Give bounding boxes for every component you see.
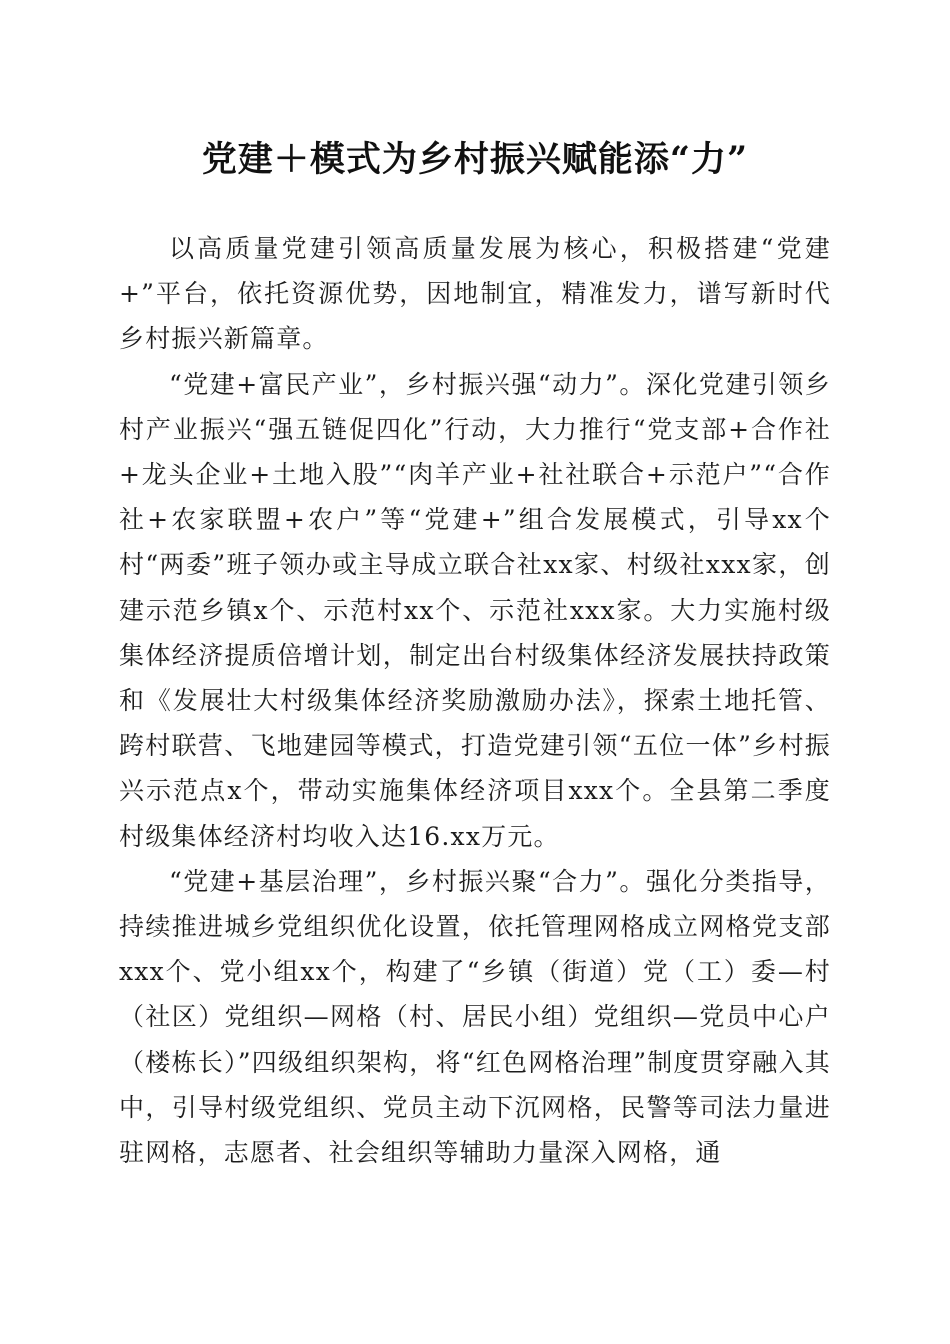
document-body	[119, 226, 831, 1175]
document-title: 党建＋模式为乡村振兴赋能添“力”	[201, 139, 749, 180]
paragraph-governance: “党建+基层治理”，乡村振兴聚“合力”。强化分类指导，持续推进城乡党组织优化设置，依托管理网格成立网格党支部xxx个、党小组xx个，构建了“乡镇（街道）党（工）委—村（社区）党组织—网格（村、居民小组）党组织—党员中心户（楼栋长）”四级组织架构，将“红色网格治理”制度贯穿融入其中，引导村级党组织、党员主动下沉网格，民警等司法力量进驻网格，志愿者、社会组织等辅助力量深入网格，通	[119, 866, 831, 1168]
paragraph-industry: “党建+富民产业”，乡村振兴强“动力”。深化党建引领乡村产业振兴“强五链促四化”行动，大力推行“党支部+合作社+龙头企业+土地入股”“肉羊产业+社社联合+示范户”“合作社+农家联盟+农户”等“党建+”组合发展模式，引导xx个村“两委”班子领办或主导成立联合社xx家、村级社xxx家，创建示范乡镇x个、示范村xx个、示范社xxx家。大力实施村级集体经济提质倍增计划，制定出台村级集体经济发展扶持政策和《发展壮大村级集体经济奖励激励办法》，探索土地托管、跨村联营、飞地建园等模式，打造党建引领“五位一体”乡村振兴示范点x个，带动实施集体经济项目xxx个。全县第二季度村级集体经济村均收入达16.xx万元。	[119, 369, 831, 851]
paragraph-intro: 以高质量党建引领高质量发展为核心，积极搭建“党建+”平台，依托资源优势，因地制宜，精准发力，谱写新时代乡村振兴新篇章。	[119, 234, 831, 354]
